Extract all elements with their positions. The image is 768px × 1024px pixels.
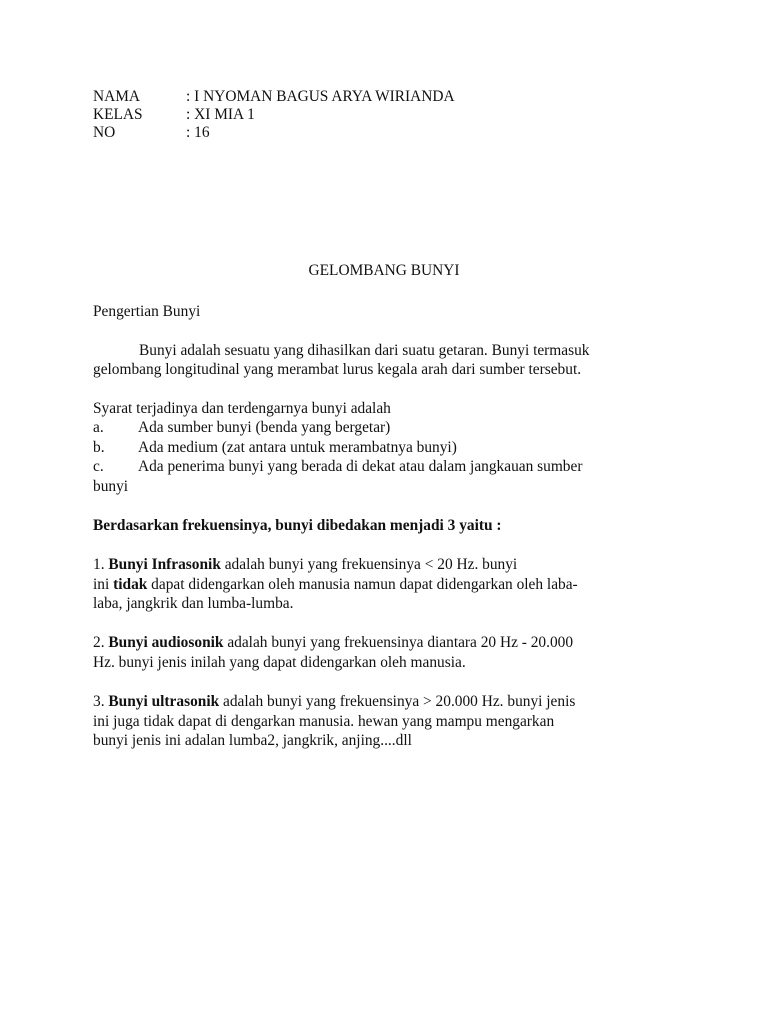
document-title: GELOMBANG BUNYI bbox=[308, 262, 460, 279]
header-label: NAMA bbox=[93, 88, 141, 105]
audiosonic-line-1 bbox=[93, 633, 573, 652]
frequency-heading-text: Berdasarkan frekuensinya, bunyi dibedakan menjadi 3 yaitu : bbox=[93, 517, 502, 534]
item-number: 3. bbox=[93, 693, 109, 710]
infrasonic-line-1 bbox=[93, 555, 517, 574]
ultrasonic-text: adalah bunyi yang frekuensinya > 20.000 Hz. bunyi jenis bbox=[219, 693, 576, 710]
header-label: KELAS bbox=[93, 106, 143, 123]
list-marker: b. bbox=[93, 439, 105, 456]
infrasonic-line-2 bbox=[93, 575, 578, 594]
item-number: 2. bbox=[93, 634, 109, 651]
list-marker: c. bbox=[93, 458, 104, 475]
list-item-text: Ada penerima bunyi yang berada di dekat atau dalam jangkauan sumber bbox=[138, 458, 583, 475]
list-item bbox=[93, 418, 390, 437]
header-row-name bbox=[93, 87, 455, 106]
infrasonic-text: adalah bunyi yang frekuensinya < 20 Hz. bunyi bbox=[220, 556, 518, 573]
header-label: NO bbox=[93, 124, 116, 141]
emphasis-word: tidak bbox=[113, 576, 148, 593]
header-value: : I NYOMAN BAGUS ARYA WIRIANDA bbox=[186, 88, 455, 105]
ultrasonic-term: Bunyi ultrasonik bbox=[108, 693, 220, 710]
infrasonic-text: dapat didengarkan oleh manusia namun dapat didengarkan oleh laba- bbox=[147, 576, 578, 593]
frequency-heading bbox=[93, 516, 502, 535]
ultrasonic-line-1 bbox=[93, 692, 575, 711]
conditions-lead: Syarat terjadinya dan terdengarnya bunyi adalah bbox=[93, 400, 391, 417]
header-value: : XI MIA 1 bbox=[186, 106, 255, 123]
audiosonic-term: Bunyi audiosonik bbox=[108, 634, 224, 651]
section-heading: Pengertian Bunyi bbox=[93, 303, 201, 320]
ultrasonic-line-2: ini juga tidak dapat di dengarkan manusia. hewan yang mampu mengarkan bbox=[93, 713, 555, 730]
ultrasonic-line-3: bunyi jenis ini adalan lumba2, jangkrik, anjing....dll bbox=[93, 732, 412, 749]
list-item-text: Ada sumber bunyi (benda yang bergetar) bbox=[138, 419, 391, 436]
item-number: 1. bbox=[93, 556, 109, 573]
infrasonic-term: Bunyi Infrasonik bbox=[108, 556, 221, 573]
intro-line-2: gelombang longitudinal yang merambat lurus kegala arah dari sumber tersebut. bbox=[93, 361, 582, 378]
intro-text: Bunyi adalah sesuatu yang dihasilkan dari suatu getaran. Bunyi termasuk bbox=[139, 342, 590, 359]
header-row-class bbox=[93, 105, 255, 124]
list-marker: a. bbox=[93, 419, 104, 436]
audiosonic-text: adalah bunyi yang frekuensinya diantara 20 Hz - 20.000 bbox=[223, 634, 574, 651]
list-item bbox=[93, 438, 457, 457]
infrasonic-line-3: laba, jangkrik dan lumba-lumba. bbox=[93, 595, 294, 612]
list-item-text: Ada medium (zat antara untuk merambatnya bunyi) bbox=[138, 439, 457, 456]
header-row-number bbox=[93, 123, 210, 142]
list-item bbox=[93, 457, 582, 476]
header-value: : 16 bbox=[186, 124, 210, 141]
intro-line-1 bbox=[93, 341, 590, 360]
list-item-continuation: bunyi bbox=[93, 478, 129, 495]
infrasonic-text: ini bbox=[93, 576, 114, 593]
audiosonic-line-2: Hz. bunyi jenis inilah yang dapat didengarkan oleh manusia. bbox=[93, 654, 466, 671]
